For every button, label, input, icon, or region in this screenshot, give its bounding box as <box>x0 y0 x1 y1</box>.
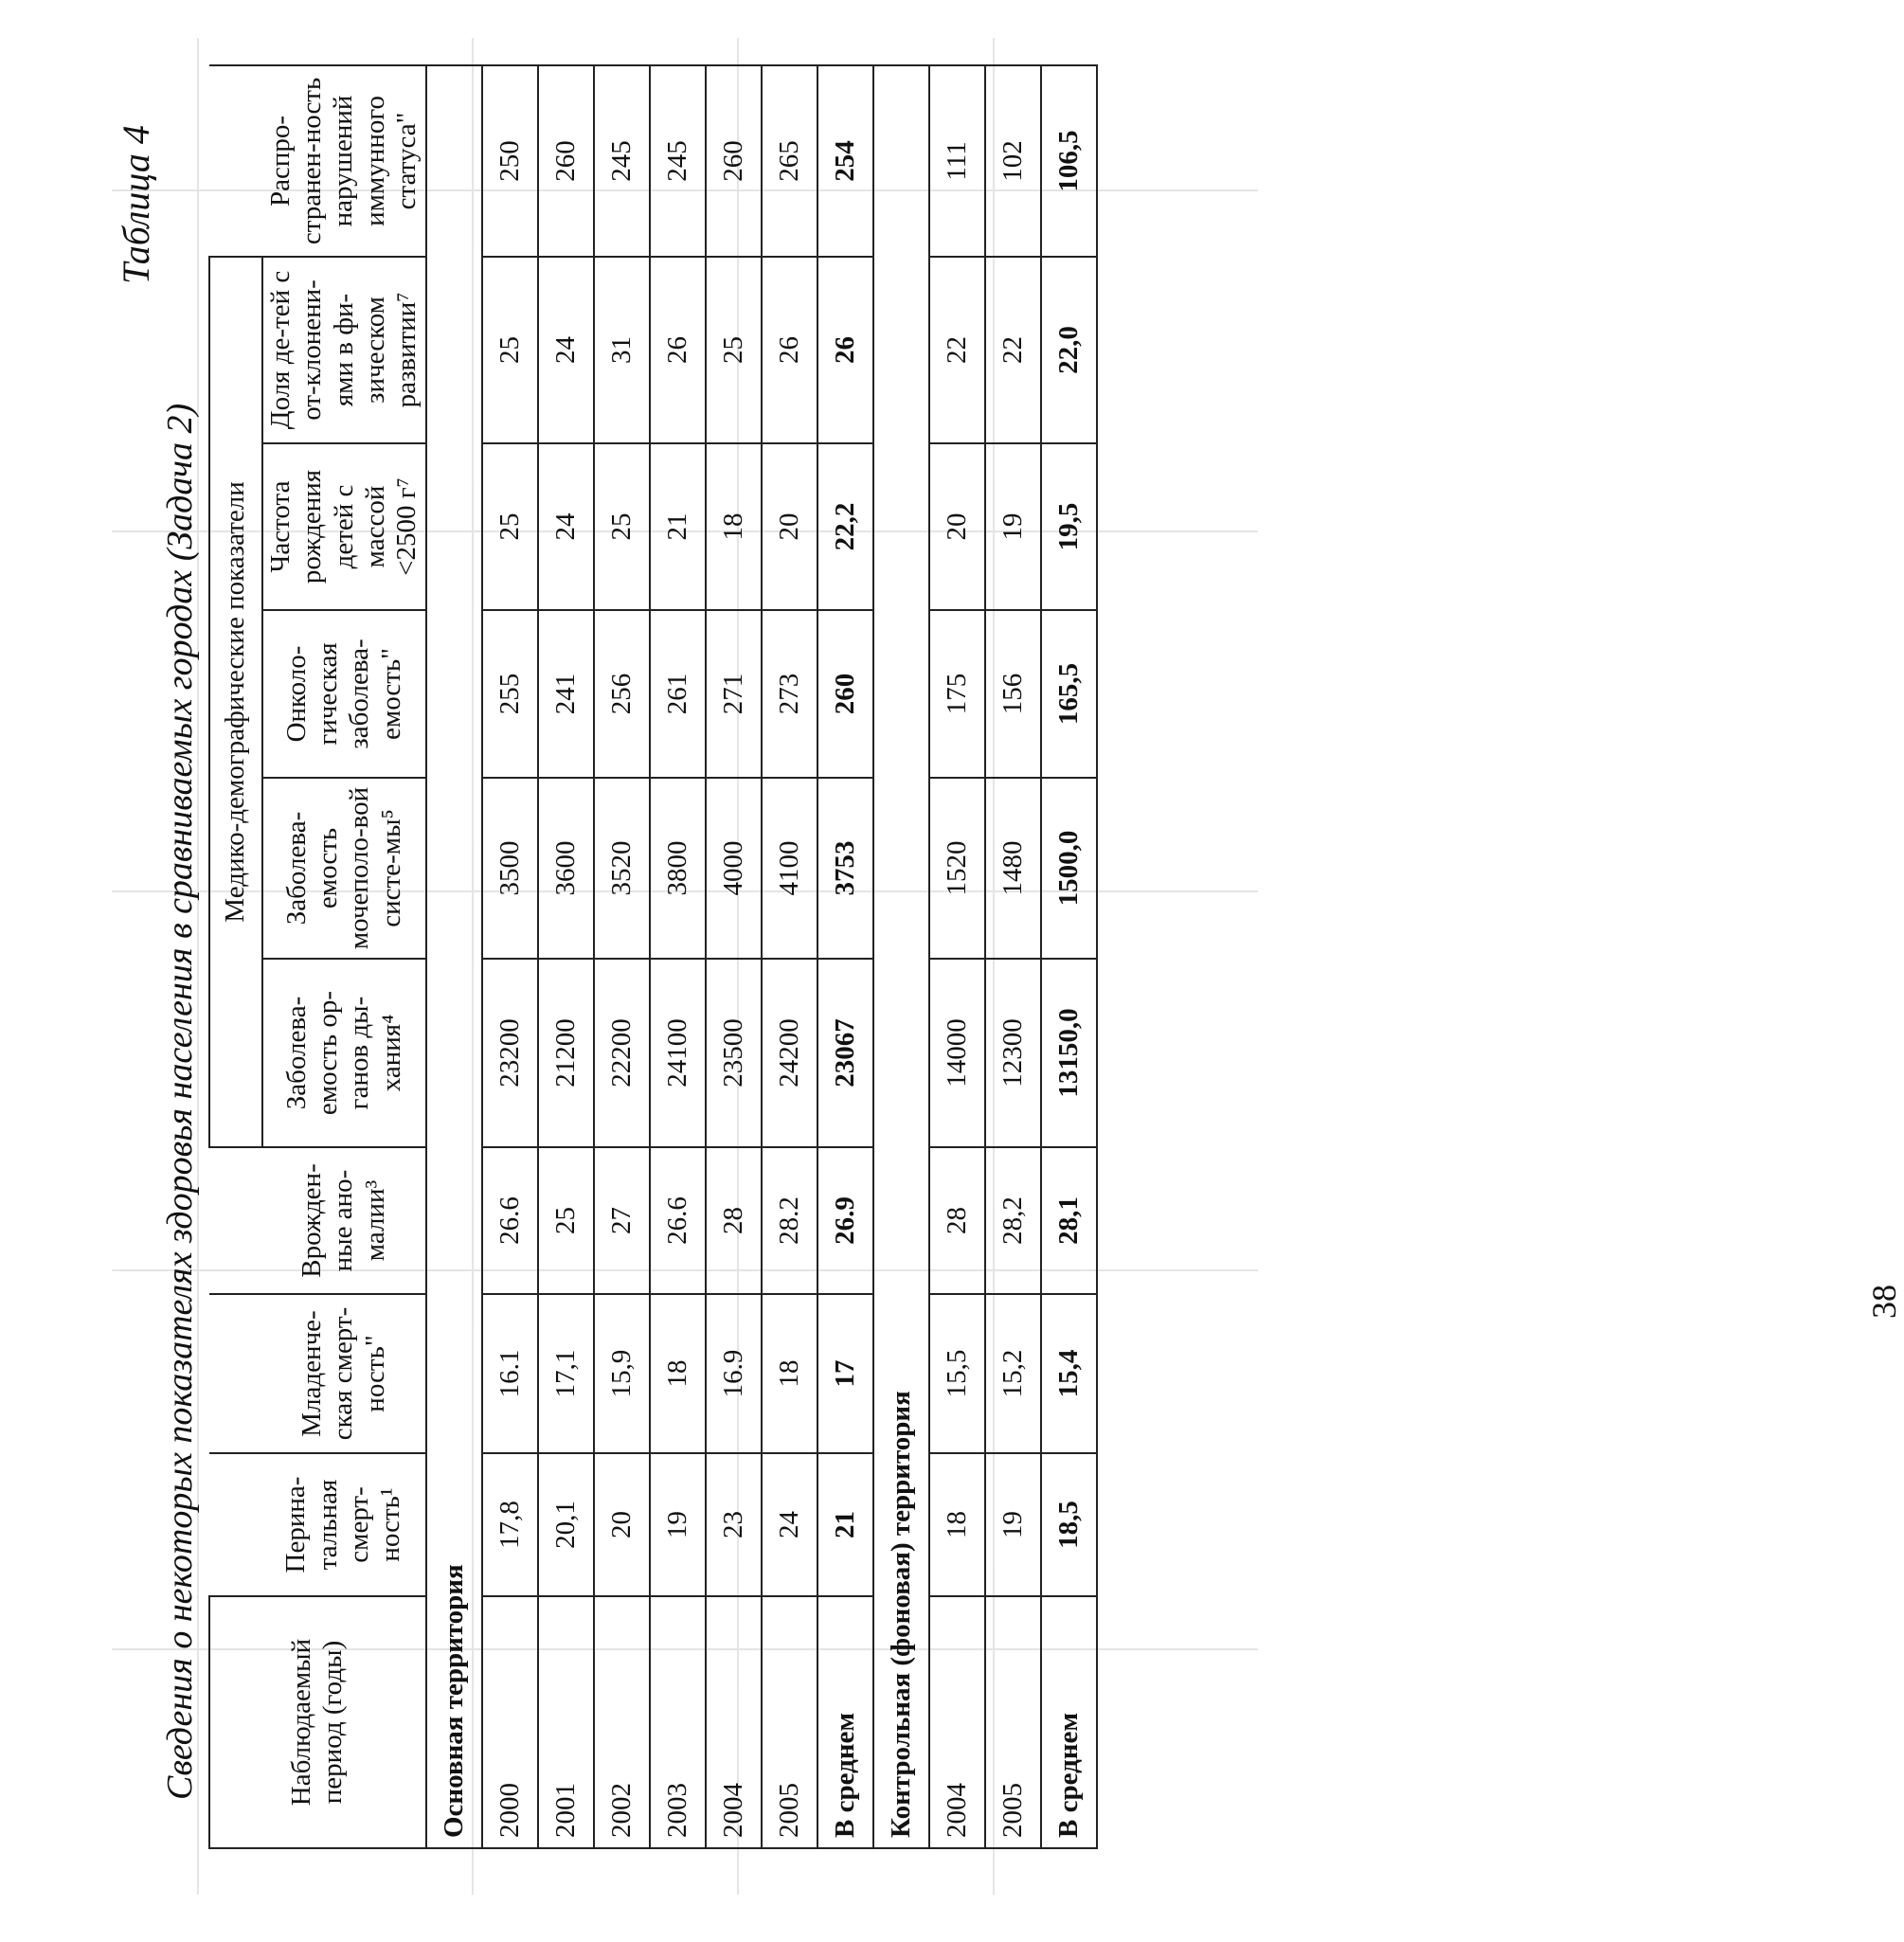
value-cell: 20 <box>762 443 817 610</box>
health-indicators-table <box>208 64 1098 1849</box>
value-cell: 18,5 <box>1041 1453 1097 1596</box>
value-cell: 15,4 <box>1041 1294 1097 1453</box>
value-cell: 22 <box>929 257 985 443</box>
table-row <box>650 65 706 1848</box>
table-row <box>538 65 594 1848</box>
value-cell: 19,5 <box>1041 443 1097 610</box>
value-cell: 14000 <box>929 959 985 1147</box>
table-row <box>985 65 1041 1848</box>
value-cell: 165,5 <box>1041 610 1097 778</box>
value-cell: 1520 <box>929 778 985 959</box>
section-title: Контрольная (фоновая) территория <box>873 65 929 1848</box>
value-cell: 106,5 <box>1041 65 1097 257</box>
table-row <box>762 65 817 1848</box>
header-blank <box>209 1294 262 1453</box>
value-cell: 260 <box>817 610 873 778</box>
value-cell: 1500,0 <box>1041 778 1097 959</box>
section-row <box>873 65 929 1848</box>
value-cell: 18 <box>706 443 762 610</box>
header-blank <box>209 1453 262 1596</box>
value-cell: 260 <box>538 65 594 257</box>
value-cell: 1480 <box>985 778 1041 959</box>
value-cell: 24 <box>538 257 594 443</box>
column-header: Перина-тальная смерт-ность¹ <box>262 1453 426 1596</box>
value-cell: 3753 <box>817 778 873 959</box>
value-cell: 255 <box>482 610 538 778</box>
value-cell: 241 <box>538 610 594 778</box>
value-cell: 25 <box>594 443 650 610</box>
value-cell: 15,9 <box>594 1294 650 1453</box>
value-cell: 156 <box>985 610 1041 778</box>
period-cell: 2004 <box>706 1596 762 1848</box>
period-cell: 2001 <box>538 1596 594 1848</box>
table-row <box>706 65 762 1848</box>
value-cell: 3600 <box>538 778 594 959</box>
value-cell: 25 <box>706 257 762 443</box>
value-cell: 26 <box>650 257 706 443</box>
section-row <box>426 65 482 1848</box>
header-blank <box>209 1147 262 1294</box>
value-cell: 265 <box>762 65 817 257</box>
value-cell: 4000 <box>706 778 762 959</box>
period-cell: 2005 <box>762 1596 817 1848</box>
value-cell: 15,5 <box>929 1294 985 1453</box>
value-cell: 21 <box>817 1453 873 1596</box>
value-cell: 250 <box>482 65 538 257</box>
value-cell: 245 <box>650 65 706 257</box>
section-title: Основная территория <box>426 65 482 1848</box>
value-cell: 102 <box>985 65 1041 257</box>
value-cell: 19 <box>985 1453 1041 1596</box>
value-cell: 3500 <box>482 778 538 959</box>
value-cell: 111 <box>929 65 985 257</box>
value-cell: 22200 <box>594 959 650 1147</box>
value-cell: 18 <box>650 1294 706 1453</box>
value-cell: 23067 <box>817 959 873 1147</box>
value-cell: 28 <box>929 1147 985 1294</box>
value-cell: 12300 <box>985 959 1041 1147</box>
value-cell: 256 <box>594 610 650 778</box>
group-header: Медико-демографические показатели <box>209 257 262 1147</box>
value-cell: 17,1 <box>538 1294 594 1453</box>
column-header: Частота рождения детей с массой <2500 г⁷ <box>262 443 426 610</box>
value-cell: 17,8 <box>482 1453 538 1596</box>
value-cell: 260 <box>706 65 762 257</box>
value-cell: 20 <box>929 443 985 610</box>
value-cell: 24200 <box>762 959 817 1147</box>
value-cell: 22,2 <box>817 443 873 610</box>
table-number: Таблица 4 <box>115 125 157 284</box>
value-cell: 18 <box>929 1453 985 1596</box>
column-header: Распро-странен-ность нарушений иммунного статуса" <box>262 65 426 257</box>
value-cell: 28,2 <box>985 1147 1041 1294</box>
value-cell: 175 <box>929 610 985 778</box>
value-cell: 254 <box>817 65 873 257</box>
value-cell: 4100 <box>762 778 817 959</box>
value-cell: 16.1 <box>482 1294 538 1453</box>
value-cell: 3800 <box>650 778 706 959</box>
value-cell: 23200 <box>482 959 538 1147</box>
value-cell: 25 <box>482 257 538 443</box>
value-cell: 24 <box>762 1453 817 1596</box>
value-cell: 28 <box>706 1147 762 1294</box>
column-header: Заболева-емость ор-ганов ды-хания⁴ <box>262 959 426 1147</box>
value-cell: 23500 <box>706 959 762 1147</box>
value-cell: 26.9 <box>817 1147 873 1294</box>
value-cell: 28.2 <box>762 1147 817 1294</box>
value-cell: 22,0 <box>1041 257 1097 443</box>
value-cell: 20 <box>594 1453 650 1596</box>
value-cell: 28,1 <box>1041 1147 1097 1294</box>
value-cell: 25 <box>482 443 538 610</box>
period-cell: 2005 <box>985 1596 1041 1848</box>
period-cell: В среднем <box>1041 1596 1097 1848</box>
value-cell: 22 <box>985 257 1041 443</box>
period-header: Наблюдаемый период (годы) <box>209 1596 426 1848</box>
table-row <box>929 65 985 1848</box>
column-header: Врожден-ные ано-малии³ <box>262 1147 426 1294</box>
value-cell: 13150,0 <box>1041 959 1097 1147</box>
value-cell: 19 <box>985 443 1041 610</box>
value-cell: 26 <box>762 257 817 443</box>
value-cell: 31 <box>594 257 650 443</box>
period-cell: В среднем <box>817 1596 873 1848</box>
column-header: Онколо-гическая заболева-емость" <box>262 610 426 778</box>
value-cell: 26.6 <box>482 1147 538 1294</box>
value-cell: 3520 <box>594 778 650 959</box>
period-cell: 2000 <box>482 1596 538 1848</box>
period-cell: 2002 <box>594 1596 650 1848</box>
header-blank <box>209 65 262 257</box>
value-cell: 27 <box>594 1147 650 1294</box>
table-row <box>594 65 650 1848</box>
column-header: Доля де-тей с от-клонени-ями в фи-зическом развитии⁷ <box>262 257 426 443</box>
value-cell: 17 <box>817 1294 873 1453</box>
value-cell: 21200 <box>538 959 594 1147</box>
value-cell: 21 <box>650 443 706 610</box>
average-row <box>817 65 873 1848</box>
page-number: 38 <box>1865 1285 1903 1319</box>
value-cell: 19 <box>650 1453 706 1596</box>
average-row <box>1041 65 1097 1848</box>
table-title: Сведения о некоторых показателях здоровья населения в сравниваемых городах (Задача 2) <box>160 403 200 1800</box>
period-cell: 2004 <box>929 1596 985 1848</box>
table-row <box>482 65 538 1848</box>
value-cell: 16.9 <box>706 1294 762 1453</box>
value-cell: 20,1 <box>538 1453 594 1596</box>
value-cell: 26.6 <box>650 1147 706 1294</box>
column-header: Заболева-емость мочеполо-вой систе-мы⁵ <box>262 778 426 959</box>
value-cell: 26 <box>817 257 873 443</box>
column-header: Младенче-ская смерт-ность" <box>262 1294 426 1453</box>
value-cell: 261 <box>650 610 706 778</box>
value-cell: 245 <box>594 65 650 257</box>
value-cell: 15,2 <box>985 1294 1041 1453</box>
value-cell: 271 <box>706 610 762 778</box>
period-cell: 2003 <box>650 1596 706 1848</box>
value-cell: 18 <box>762 1294 817 1453</box>
value-cell: 273 <box>762 610 817 778</box>
value-cell: 24 <box>538 443 594 610</box>
value-cell: 24100 <box>650 959 706 1147</box>
value-cell: 25 <box>538 1147 594 1294</box>
value-cell: 23 <box>706 1453 762 1596</box>
